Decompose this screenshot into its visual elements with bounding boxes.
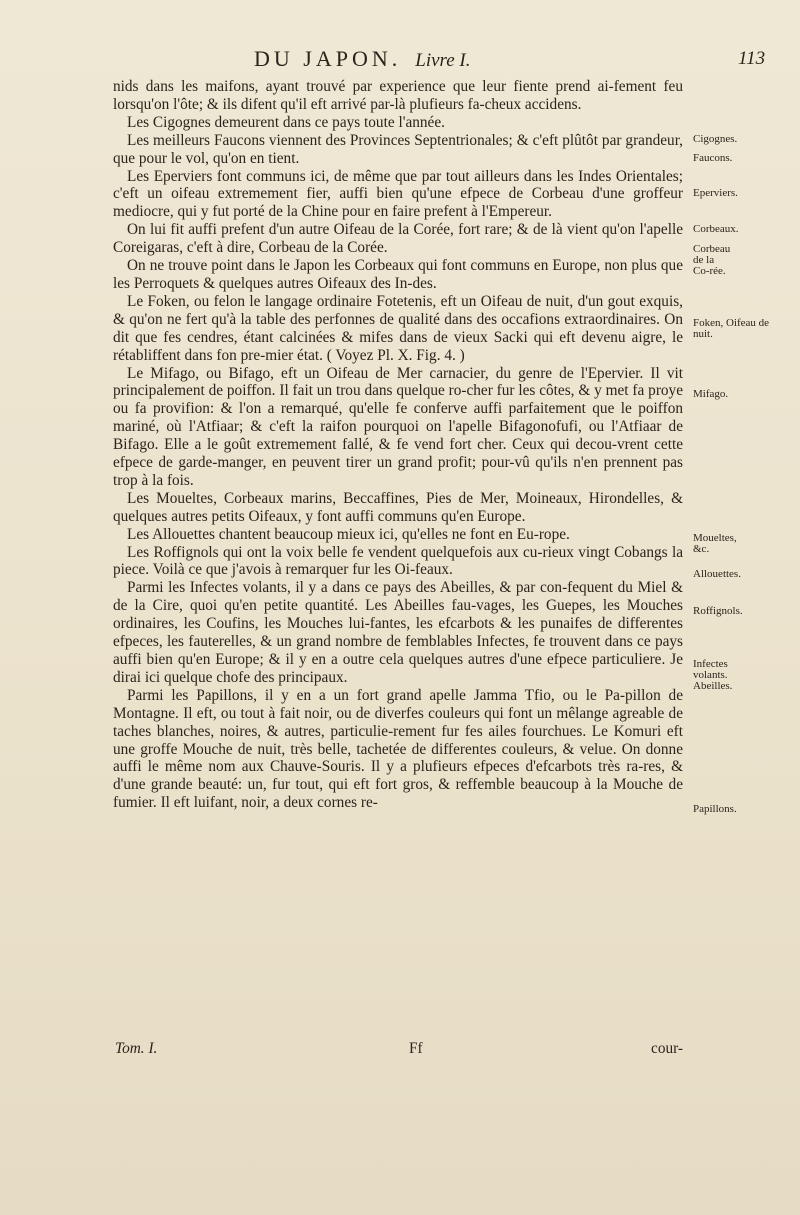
margin-note: Corbeau de la Co-rée. [693,243,731,277]
paragraph: Les meilleurs Faucons viennent des Provinces Septentrionales; & c'eft plûtôt par grandeur, que pour le vol, qu'on en tient. [113,131,683,167]
paragraph: On ne trouve point dans le Japon les Corbeaux qui font communs en Europe, non plus que les Perroquets & quelques autres Oifeaux des In-des. [113,257,683,292]
paragraph: Les Roffignols qui ont la voix belle fe vendent quelquefois aux cu-rieux vingt Cobangs la piece. Voilà ce que j'avois à remarquer fur les Oi-feaux. [113,543,683,579]
paragraph: Le Mifago, ou Bifago, eft un Oifeau de Mer carnacier, du genre de l'Epervier. Il vit principalement de poiffon. Il fait un trou dans quelque ro-cher fur les côtes, & y met fa proye ou fa provifion: & l'on a remarqué, qu'elle fe conferve auffi parfaitement que le poiffon mariné, où l'Atfiaar; & c'eft la raifon pourquoi on l'apelle Bifagonofufi, ou l'Atfiaar de Bifago. Elle a le goût extremement fallé, & fe vend fort cher. Ceux qui decou-vrent cette efpece de garde-manger, en peuvent tirer un grand profit; pour-vû qu'ils n'en prennent pas trop à la fois. [113,364,683,489]
paragraph: Parmi les Papillons, il y en a un fort grand apelle Jamma Tfio, ou le Pa-pillon de Montagne. Il eft, ou tout à fait noir, ou de diverfes couleurs qui font un mêlange agreable de taches blanches, noires, & autres, particulie-rement fur fes ailes fourchues. Le Komuri eft une groffe Mouche de nuit, très belle, tachetée de differentes couleurs, & velue. On donne auffi le même nom aux Chauve-Souris. Il y a plufieurs efpeces d'efcarbots très ra-res, & d'une grande beauté: un, fur tout, qui eft fort gros, & reffemble beaucoup à la Mouche de fumier. Il eft luifant, noir, a deux cornes re- [113,686,683,812]
page-number: 113 [738,48,766,69]
margin-note: Papillons. [693,803,737,815]
main-text [113,78,683,812]
margin-note: Allouettes. [693,568,741,580]
catchword: cour- [651,1040,683,1057]
margin-note: Eperviers. [693,187,738,199]
margin-note: Roffignols. [693,605,743,617]
paragraph: Les Eperviers font communs ici, de même que par tout ailleurs dans les Indes Orientales; c'eft un oifeau extremement fier, auffi bien qu'une efpece de Corbeau d'une groffeur mediocre, qui y fut porté de la Chine pour en faire prefent à l'Empereur. [113,167,683,221]
page-footer [113,1040,683,1060]
signature-mark: Ff [409,1040,423,1057]
book-number: Livre I. [415,50,471,71]
paragraph: On lui fit auffi prefent d'un autre Oifeau de la Corée, fort rare; & de là vient qu'on l'apelle Coreigaras, c'eft à dire, Corbeau de la Corée. [113,221,683,257]
paragraph: Les Allouettes chantent beaucoup mieux ici, qu'elles ne font en Eu-rope. [127,525,570,543]
page-header [0,46,800,76]
margin-note: Corbeaux. [693,223,739,235]
paragraph: Les Moueltes, Corbeaux marins, Beccaffines, Pies de Mer, Moineaux, Hirondelles, & quelques autres petits Oifeaux, y font auffi communs qu'en Europe. [113,489,683,525]
margin-note: Mifago. [693,388,729,400]
margin-note: Cigognes. [693,133,738,145]
paragraph: nids dans les maifons, ayant trouvé par experience que leur fiente prend ai-fement feu lorsqu'on l'ôte; & ils difent qu'il eft arrivé par-là plufieurs fa-cheux accidens. [113,78,683,113]
paragraph: Les Cigognes demeurent dans ce pays toute l'année. [127,113,445,131]
tome-label: Tom. I. [115,1040,158,1057]
margin-note: Infectes volants. Abeilles. [693,658,733,692]
paragraph: Le Foken, ou felon le langage ordinaire Fotetenis, eft un Oifeau de nuit, d'un gout exquis, & qu'on ne fert qu'à la table des perfonnes de qualité dans des occafions extraordinaires. On dit que fes cendres, étant calcinées & mifes dans de vieux Sacki qui eft devenu aigre, le rétabliffent dans fon pre-mier état. ( Voyez Pl. X. Fig. 4. ) [113,292,683,364]
margin-note: Faucons. [693,152,733,164]
margin-note: Moueltes, &c. [693,532,737,555]
running-title: DU JAPON. Livre I. [254,46,471,71]
paragraph: Parmi les Infectes volants, il y a dans ce pays des Abeilles, & par con-fequent du Miel & de la Cire, quoi qu'en petite quantité. Les Abeilles fau-vages, les Guepes, les Mouches ordinaires, les Coufins, les Mouches lui-fantes, les efcarbots & les punaifes de differentes efpeces, les fauterelles, & un grand nombre de femblables Infectes, fe trouvent dans ce pays auffi bien qu'en Europe; & il y en a outre cela quelques autres d'une efpece particuliere. Je dirai ici quelque chofe des principaux. [113,579,683,686]
margin-note: Foken, Oifeau de nuit. [693,317,770,340]
